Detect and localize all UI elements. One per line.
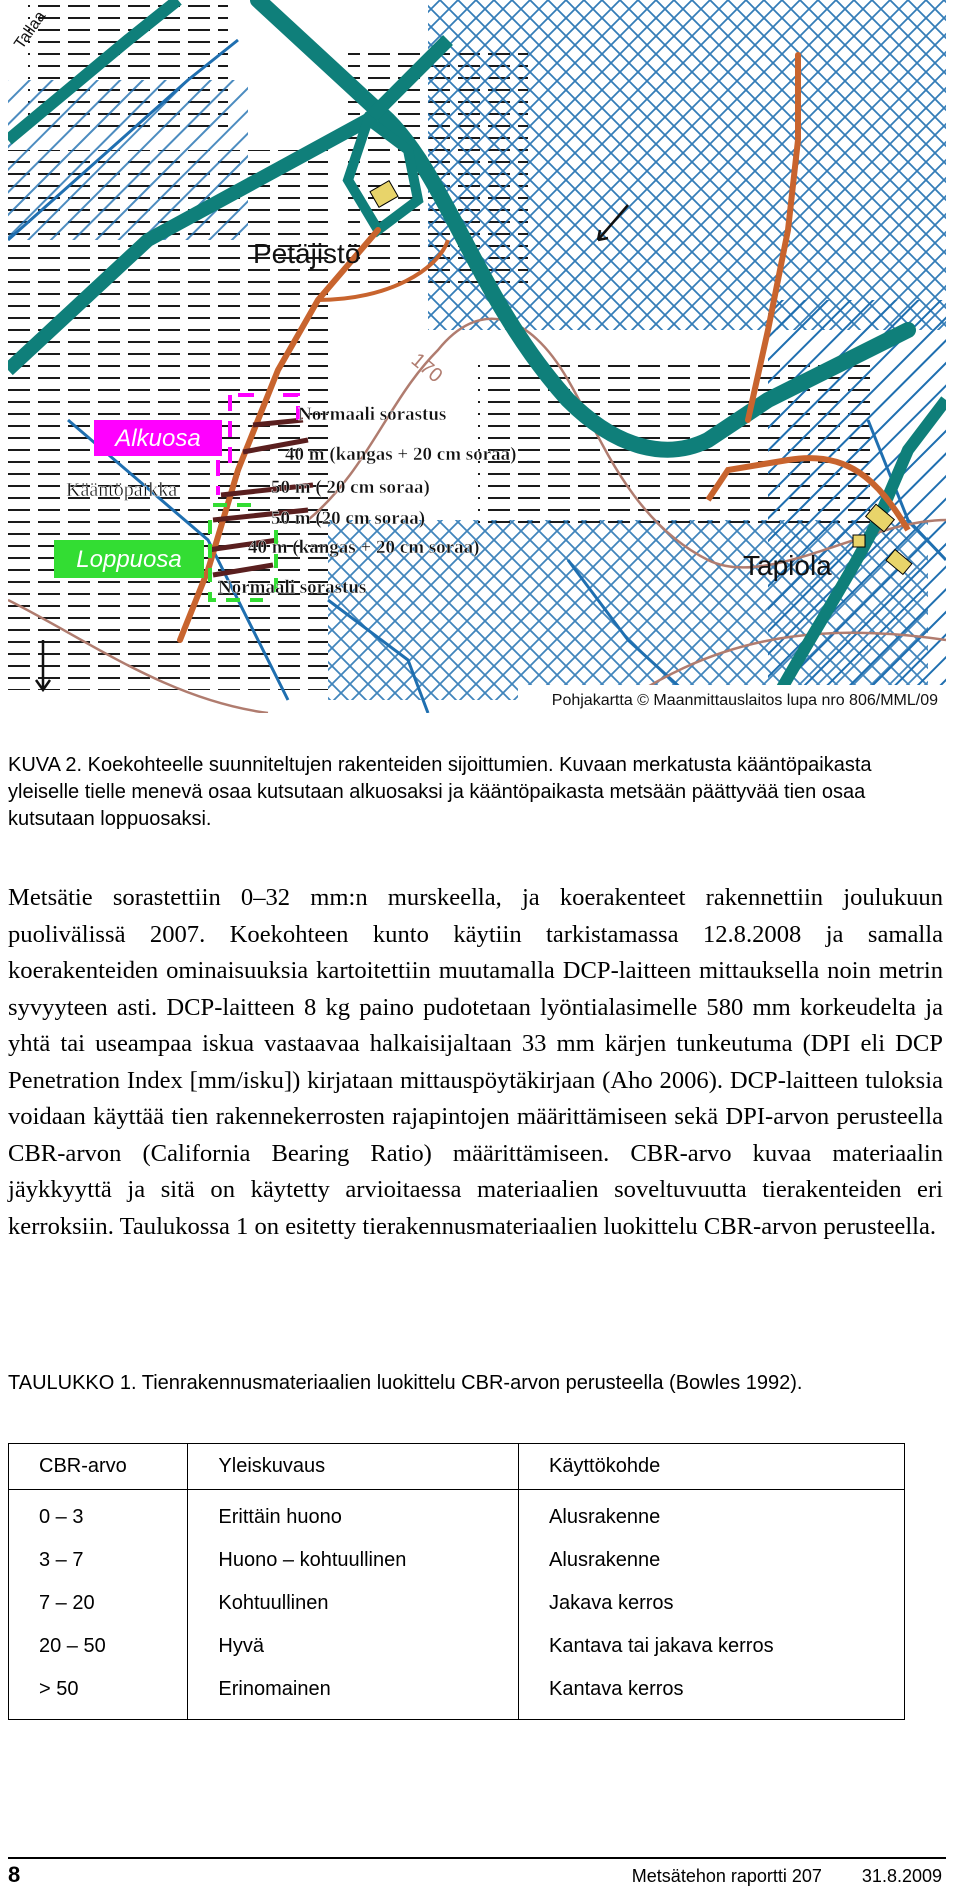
section-label: 50 m (20 cm soraa) xyxy=(271,508,426,529)
page-number: 8 xyxy=(8,1862,21,1887)
table-cell: 3 – 7 xyxy=(9,1539,188,1582)
map-copyright: Pohjakartta © Maanmittauslaitos lupa nro 806/MML/09 xyxy=(551,692,938,709)
base-map xyxy=(8,0,946,713)
table-header-row xyxy=(9,1444,905,1490)
table-header-cell: CBR-arvo xyxy=(9,1444,188,1490)
table-cell: > 50 xyxy=(9,1668,188,1720)
table-row xyxy=(9,1625,905,1668)
paragraph-text: Metsätie sorastettiin 0–32 mm:n murskeella, ja koerakenteet rakennettiin joulukuun puolivälissä 2007. Koekohteen kunto käytiin tarkistamassa 12.8.2008 ja samalla koerakenteiden ominaisuuksia kartoitettiin muutamalla DCP-laitteen mittauksella noin metrin syvyyteen asti. DCP-laitteen 8 kg paino pudotetaan lyöntialasimelle 580 mm korkeudelta ja yhtä tai useampaa iskua vastaavaa halkaisijaltaan 33 mm kärjen tunkeutuma (DPI eli DCP Penetration Index [mm/isku]) kirjataan mittauspöytäkirjaan (Aho 2006). DCP-laitteen tuloksia voidaan käyttää tien rakennekerrosten rajapintojen määrittämiseen sekä DPI-arvon perusteella CBR-arvon (California Bearing Ratio) määrittämiseen. CBR-arvo kuvaa materiaalin jäykkyyttä ja sitä on käytetty arvioitaessa materiaalien soveltuvuutta tierakenteiden eri kerroksiin. Taulukossa 1 on esitetty tierakennusmateriaalien luokittelu CBR-arvon perusteella. xyxy=(8,884,943,1240)
table-cell: 20 – 50 xyxy=(9,1625,188,1668)
table-cell: Huono – kohtuullinen xyxy=(188,1539,519,1582)
table-cell: Kohtuullinen xyxy=(188,1582,519,1625)
table-caption: TAULUKKO 1. Tienrakennusmateriaalien luokittelu CBR-arvon perusteella (Bowles 1992). xyxy=(8,1372,803,1394)
report-date: 31.8.2009 xyxy=(861,1866,942,1886)
table-row xyxy=(9,1582,905,1625)
forest-hatch-top-right xyxy=(428,0,946,330)
section-label: 40 m (kangas + 20 cm soraa) xyxy=(248,537,480,558)
table-cell: Hyvä xyxy=(188,1625,519,1668)
figure-caption: KUVA 2. Koekohteelle suunniteltujen rakenteiden sijoittumien. Kuvaan merkatusta kääntöpaikasta yleiselle tielle menevä osaa kutsutaan alkuosaksi ja kääntöpaikasta metsään päättyvää tien osaa kutsutaan loppuosaksi. xyxy=(8,754,872,830)
elevation-label: 170 xyxy=(406,348,447,388)
table-cell: 7 – 20 xyxy=(9,1582,188,1625)
body-paragraph xyxy=(8,880,943,1245)
road-name-label: Tallaa xyxy=(11,8,50,53)
footer-info xyxy=(592,1866,942,1887)
table-cell: Kantava tai jakava kerros xyxy=(519,1625,905,1668)
place-label-tapiola: Tapiola xyxy=(743,550,832,581)
table-header-cell: Käyttökohde xyxy=(519,1444,905,1490)
section-label: Normaali sorastus xyxy=(218,577,367,598)
table-cell: Erittäin huono xyxy=(188,1490,519,1540)
alkuosa-tag: Alkuosa xyxy=(115,425,201,452)
cbr-table xyxy=(8,1443,905,1720)
table-header-cell: Yleiskuvaus xyxy=(188,1444,519,1490)
table-cell: Alusrakenne xyxy=(519,1490,905,1540)
table-cell: 0 – 3 xyxy=(9,1490,188,1540)
section-label: 50 m ( 20 cm soraa) xyxy=(271,477,430,498)
table-cell: Erinomainen xyxy=(188,1668,519,1720)
report-title: Metsätehon raportti 207 xyxy=(631,1866,822,1886)
loppuosa-tag: Loppuosa xyxy=(76,546,182,573)
turnaround-label: Kääntöpaikka xyxy=(66,479,178,501)
section-label: Normaali sorastus xyxy=(298,404,447,425)
table-row xyxy=(9,1539,905,1582)
footer-rule xyxy=(8,1857,946,1859)
table-cell: Alusrakenne xyxy=(519,1539,905,1582)
table-cell: Jakava kerros xyxy=(519,1582,905,1625)
place-label-petajisto: Petäjistö xyxy=(253,238,361,269)
table-row xyxy=(9,1668,905,1720)
building xyxy=(853,535,865,547)
table-row xyxy=(9,1490,905,1540)
table-cell: Kantava kerros xyxy=(519,1668,905,1720)
section-label: 40 m (kangas + 20 cm soraa) xyxy=(285,444,517,465)
